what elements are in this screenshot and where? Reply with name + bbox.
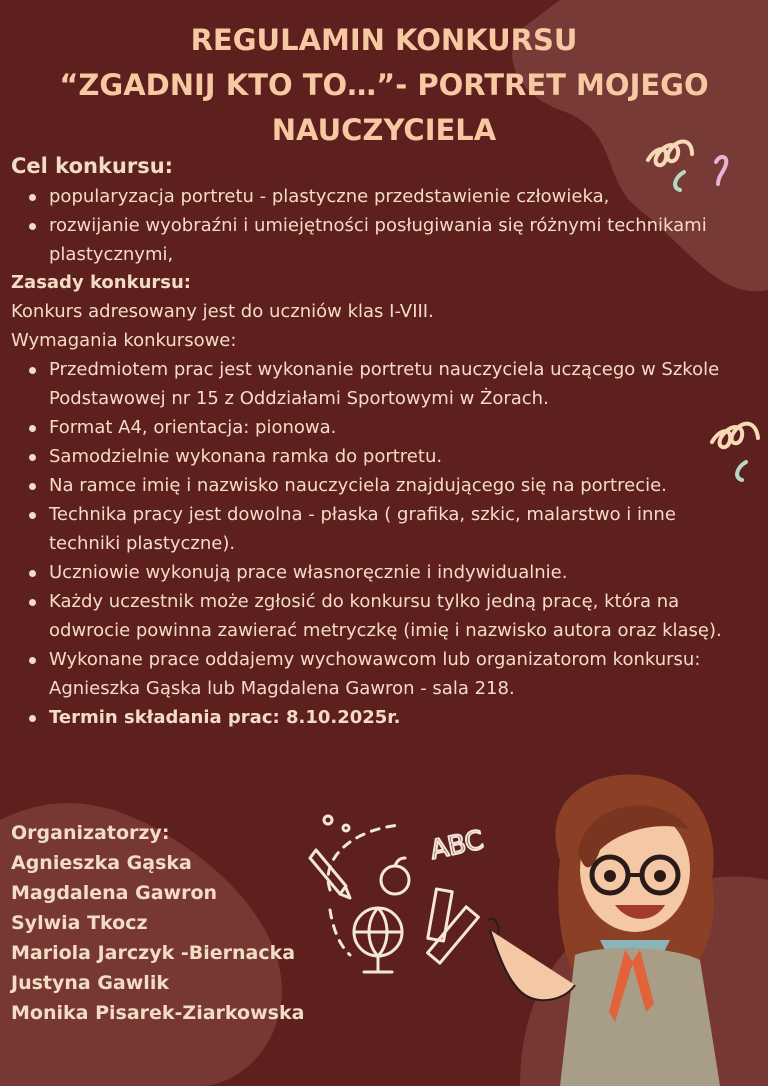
title-line-2: “ZGADNIJ KTO TO…”- PORTRET MOJEGO: [59, 68, 709, 102]
poster-title: [0, 18, 768, 153]
requirements-label: Wymagania konkursowe:: [11, 330, 237, 351]
goals-heading: Cel konkursu:: [11, 154, 174, 178]
organizer-name: Mariola Jarczyk -Biernacka: [11, 942, 296, 964]
organizer-name: Sylwia Tkocz: [11, 912, 148, 934]
list-item: Wykonane prace oddajemy wychowawcom lub organizatorom konkursu: Agnieszka Gąska lub Magdalena Gawron - sala 218.: [11, 645, 751, 703]
list-item: Technika pracy jest dowolna - płaska ( grafika, szkic, malarstwo i inne techniki plastyczne).: [11, 500, 751, 558]
goals-list: [11, 182, 751, 269]
organizers-heading: Organizatorzy:: [11, 822, 170, 844]
organizer-name: Agnieszka Gąska: [11, 852, 192, 874]
title-line-3: NAUCZYCIELA: [271, 113, 497, 147]
list-item: rozwijanie wyobraźni i umiejętności posługiwania się różnymi technikami plastycznymi,: [11, 211, 751, 269]
svg-text:ABC: ABC: [427, 825, 487, 866]
list-item: popularyzacja portretu - plastyczne przedstawienie człowieka,: [11, 182, 751, 211]
audience-text: Konkurs adresowany jest do uczniów klas I-VIII.: [11, 301, 434, 322]
list-item: Samodzielnie wykonana ramka do portretu.: [11, 442, 751, 471]
list-item: Każdy uczestnik może zgłosić do konkursu tylko jedną pracę, która na odwrocie powinna zawierać metryczkę (imię i nazwisko autora oraz klasę).: [11, 587, 751, 645]
organizer-name: Justyna Gawlik: [11, 972, 169, 994]
requirements-list: [11, 355, 751, 732]
list-item: Uczniowie wykonują prace własnoręcznie i indywidualnie.: [11, 558, 751, 587]
title-line-1: REGULAMIN KONKURSU: [190, 23, 578, 57]
organizers: [11, 818, 304, 1028]
rules-heading: Zasady konkursu:: [11, 272, 191, 293]
organizer-name: Monika Pisarek-Ziarkowska: [11, 1002, 305, 1024]
organizer-name: Magdalena Gawron: [11, 882, 218, 904]
list-item: Format A4, orientacja: pionowa.: [11, 413, 751, 442]
deadline-item: Termin składania prac: 8.10.2025r.: [11, 703, 751, 732]
rules-content: [11, 150, 751, 732]
list-item: Przedmiotem prac jest wykonanie portretu nauczyciela uczącego w Szkole Podstawowej nr 15 z Oddziałami Sportowymi w Żorach.: [11, 355, 751, 413]
list-item: Na ramce imię i nazwisko nauczyciela znajdującego się na portrecie.: [11, 471, 751, 500]
